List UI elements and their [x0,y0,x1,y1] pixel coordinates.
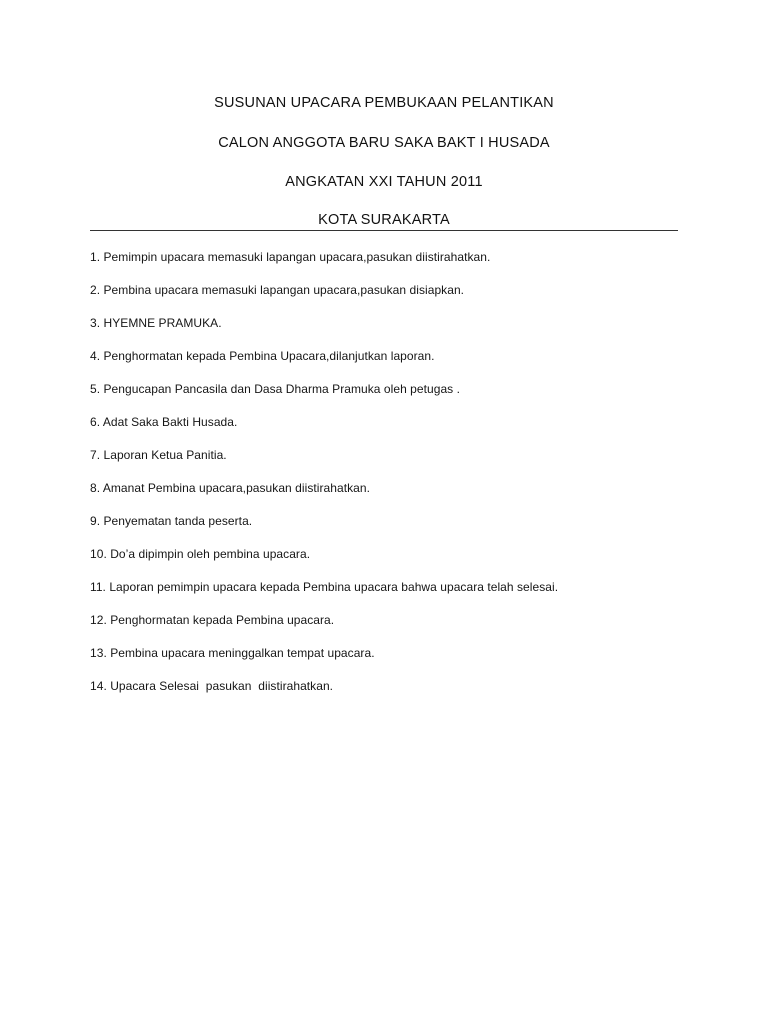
ceremony-steps-list [90,248,558,710]
document-subtitle: CALON ANGGOTA BARU SAKA BAKT I HUSADA [218,135,550,151]
list-item: 10. Do’a dipimpin oleh pembina upacara. [90,547,311,561]
list-item: 13. Pembina upacara meninggalkan tempat upacara. [90,646,375,660]
list-item: 8. Amanat Pembina upacara,pasukan diistirahatkan. [90,481,370,495]
list-item: 7. Laporan Ketua Panitia. [90,448,227,462]
document-city: KOTA SURAKARTA [318,212,450,228]
list-item: 3. HYEMNE PRAMUKA. [90,316,222,330]
list-item: 2. Pembina upacara memasuki lapangan upacara,pasukan disiapkan. [90,283,465,297]
list-item: 12. Penghormatan kepada Pembina upacara. [90,613,335,627]
document-title: SUSUNAN UPACARA PEMBUKAAN PELANTIKAN [214,95,554,111]
list-item: 4. Penghormatan kepada Pembina Upacara,dilanjutkan laporan. [90,349,435,363]
list-item: 1. Pemimpin upacara memasuki lapangan upacara,pasukan diistirahatkan. [90,250,491,264]
list-item: 9. Penyematan tanda peserta. [90,514,253,528]
header-divider [90,230,678,231]
list-item: 6. Adat Saka Bakti Husada. [90,415,238,429]
list-item: 14. Upacara Selesai pasukan diistirahatkan. [90,679,334,693]
list-item: 5. Pengucapan Pancasila dan Dasa Dharma Pramuka oleh petugas . [90,382,460,396]
list-item: 11. Laporan pemimpin upacara kepada Pembina upacara bahwa upacara telah selesai. [90,580,559,594]
document-batch-year: ANGKATAN XXI TAHUN 2011 [285,174,483,190]
